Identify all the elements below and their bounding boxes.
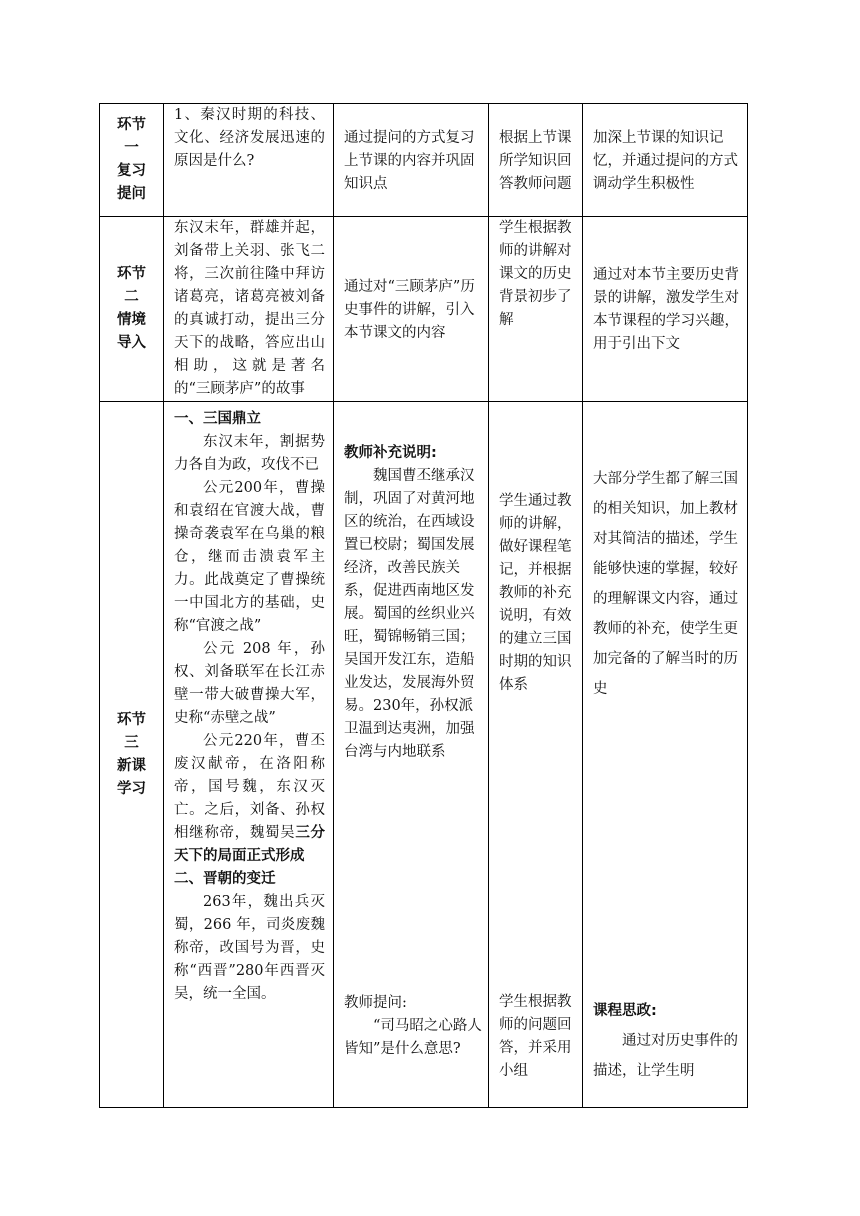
stage-number: 三 (124, 734, 139, 751)
stage-title-2: 导入 (117, 335, 146, 351)
student-cell (489, 104, 583, 217)
paragraph: 公元200年，曹操和袁绍在官渡大战，曹操奇袭袁军在乌巢的粮仓，继而击溃袁军主力。此战奠定了曹操统一中国北方的基础，史称“官渡之战” (174, 480, 325, 634)
content-cell (164, 104, 334, 217)
content-cell (164, 402, 334, 1108)
teacher-text: 通过对“三顾茅庐”历史事件的讲解，引入本节课文的内容 (344, 278, 475, 341)
teacher-body (334, 402, 488, 1061)
intent-cell (583, 104, 748, 217)
teacher-cell (334, 402, 489, 1108)
table-row (100, 402, 748, 1108)
paragraph (174, 730, 325, 868)
teacher-question: “司马昭之心路人皆知”是什么意思? (344, 1018, 482, 1057)
content-text: 东汉末年，群雄并起，刘备带上关羽、张飞二将，三次前往隆中拜访诸葛亮，诸葛亮被刘备的真诚打动，提出三分天下的战略，答应出山相助，这就是著名的“三顾茅庐”的故事 (174, 220, 325, 397)
student-cell (489, 217, 583, 402)
intent-body (583, 402, 747, 1086)
content-cell (164, 217, 334, 402)
intent-paragraph: 大部分学生都了解三国的相关知识，加上教材对其简洁的描述，学生能够快速的掌握，较好的理解课文内容，通过教师的补充，使学生更加完备的了解当时的历史 (593, 471, 738, 697)
stage-label: 环节 (117, 266, 146, 282)
paragraph-text: 公元220年，曹丕废汉献帝，在洛阳称帝，国号魏，东汉灭亡。之后，刘备、孙权相继称帝，魏蜀吴 (174, 733, 325, 841)
section-heading: 一、三国鼎立 (174, 411, 261, 427)
student-activity: 学生根据教师的问题回答，并采用小组 (499, 994, 572, 1079)
stage-number: 一 (124, 140, 139, 156)
intent-text: 加深上节课的知识记忆，并通过提问的方式调动学生积极性 (593, 129, 738, 192)
intent-text: 通过对本节主要历史背景的讲解，激发学生对本节课程的学习兴趣，用于引出下文 (593, 267, 739, 352)
student-text: 学生根据教师的讲解对课文的历史背景初步了解 (499, 220, 572, 328)
teacher-text: 通过提问的方式复习上节课的内容并巩固知识点 (344, 129, 475, 192)
content-text: 1、秦汉时期的科技、文化、经济发展迅速的原因是什么? (174, 107, 325, 169)
stage-title-1: 新课 (117, 757, 146, 774)
teacher-cell (334, 217, 489, 402)
paragraph-emphasis: 三分天下的局面正式形成 (174, 825, 326, 864)
ideology-heading: 课程思政: (593, 1003, 657, 1019)
student-body (489, 402, 582, 1083)
teacher-question-label: 教师提问: (344, 995, 407, 1011)
paragraph: 东汉末年，割据势力各自为政，攻伐不已 (174, 434, 325, 473)
intent-cell (583, 217, 748, 402)
student-text: 根据上节课所学知识回答教师问题 (499, 129, 572, 192)
lesson-plan-table (99, 103, 748, 1108)
stage-label: 环节 (117, 711, 146, 728)
stage-cell (100, 402, 164, 1108)
stage-title-1: 情境 (117, 312, 146, 328)
student-activity: 学生通过教师的讲解，做好课程笔记，并根据教师的补充说明，有效的建立三国时期的知识体系 (499, 493, 572, 693)
stage-cell (100, 104, 164, 217)
teacher-heading: 教师补充说明: (344, 445, 437, 461)
stage-title-1: 复习 (117, 163, 146, 179)
teacher-cell (334, 104, 489, 217)
stage-cell (100, 217, 164, 402)
content-body (164, 402, 333, 1006)
student-cell (489, 402, 583, 1108)
ideology-paragraph: 通过对历史事件的描述，让学生明 (593, 1033, 738, 1079)
table-row (100, 104, 748, 217)
intent-cell (583, 402, 748, 1108)
stage-label: 环节 (117, 117, 146, 133)
paragraph: 263年，魏出兵灭蜀，266 年，司炎废魏称帝，改国号为晋，史称“西晋”280年西晋灭吴，统一全国。 (174, 894, 325, 1002)
section-heading: 二、晋朝的变迁 (174, 871, 276, 887)
stage-title-2: 提问 (117, 186, 146, 202)
stage-number: 二 (124, 289, 139, 305)
paragraph: 公元 208 年，孙权、刘备联军在长江赤壁一带大破曹操大军，史称“赤壁之战” (174, 641, 325, 726)
teacher-paragraph: 魏国曹丕继承汉制，巩固了对黄河地区的统治，在西域设置已校尉；蜀国发展经济，改善民族关系，促进西南地区发展。蜀国的丝织业兴旺，蜀锦畅销三国；吴国开发江东，造船业发达，发展海外贸易。230年，孙权派卫温到达夷洲，加强台湾与内地联系 (344, 468, 475, 760)
stage-title-2: 学习 (117, 780, 146, 797)
table-row (100, 217, 748, 402)
